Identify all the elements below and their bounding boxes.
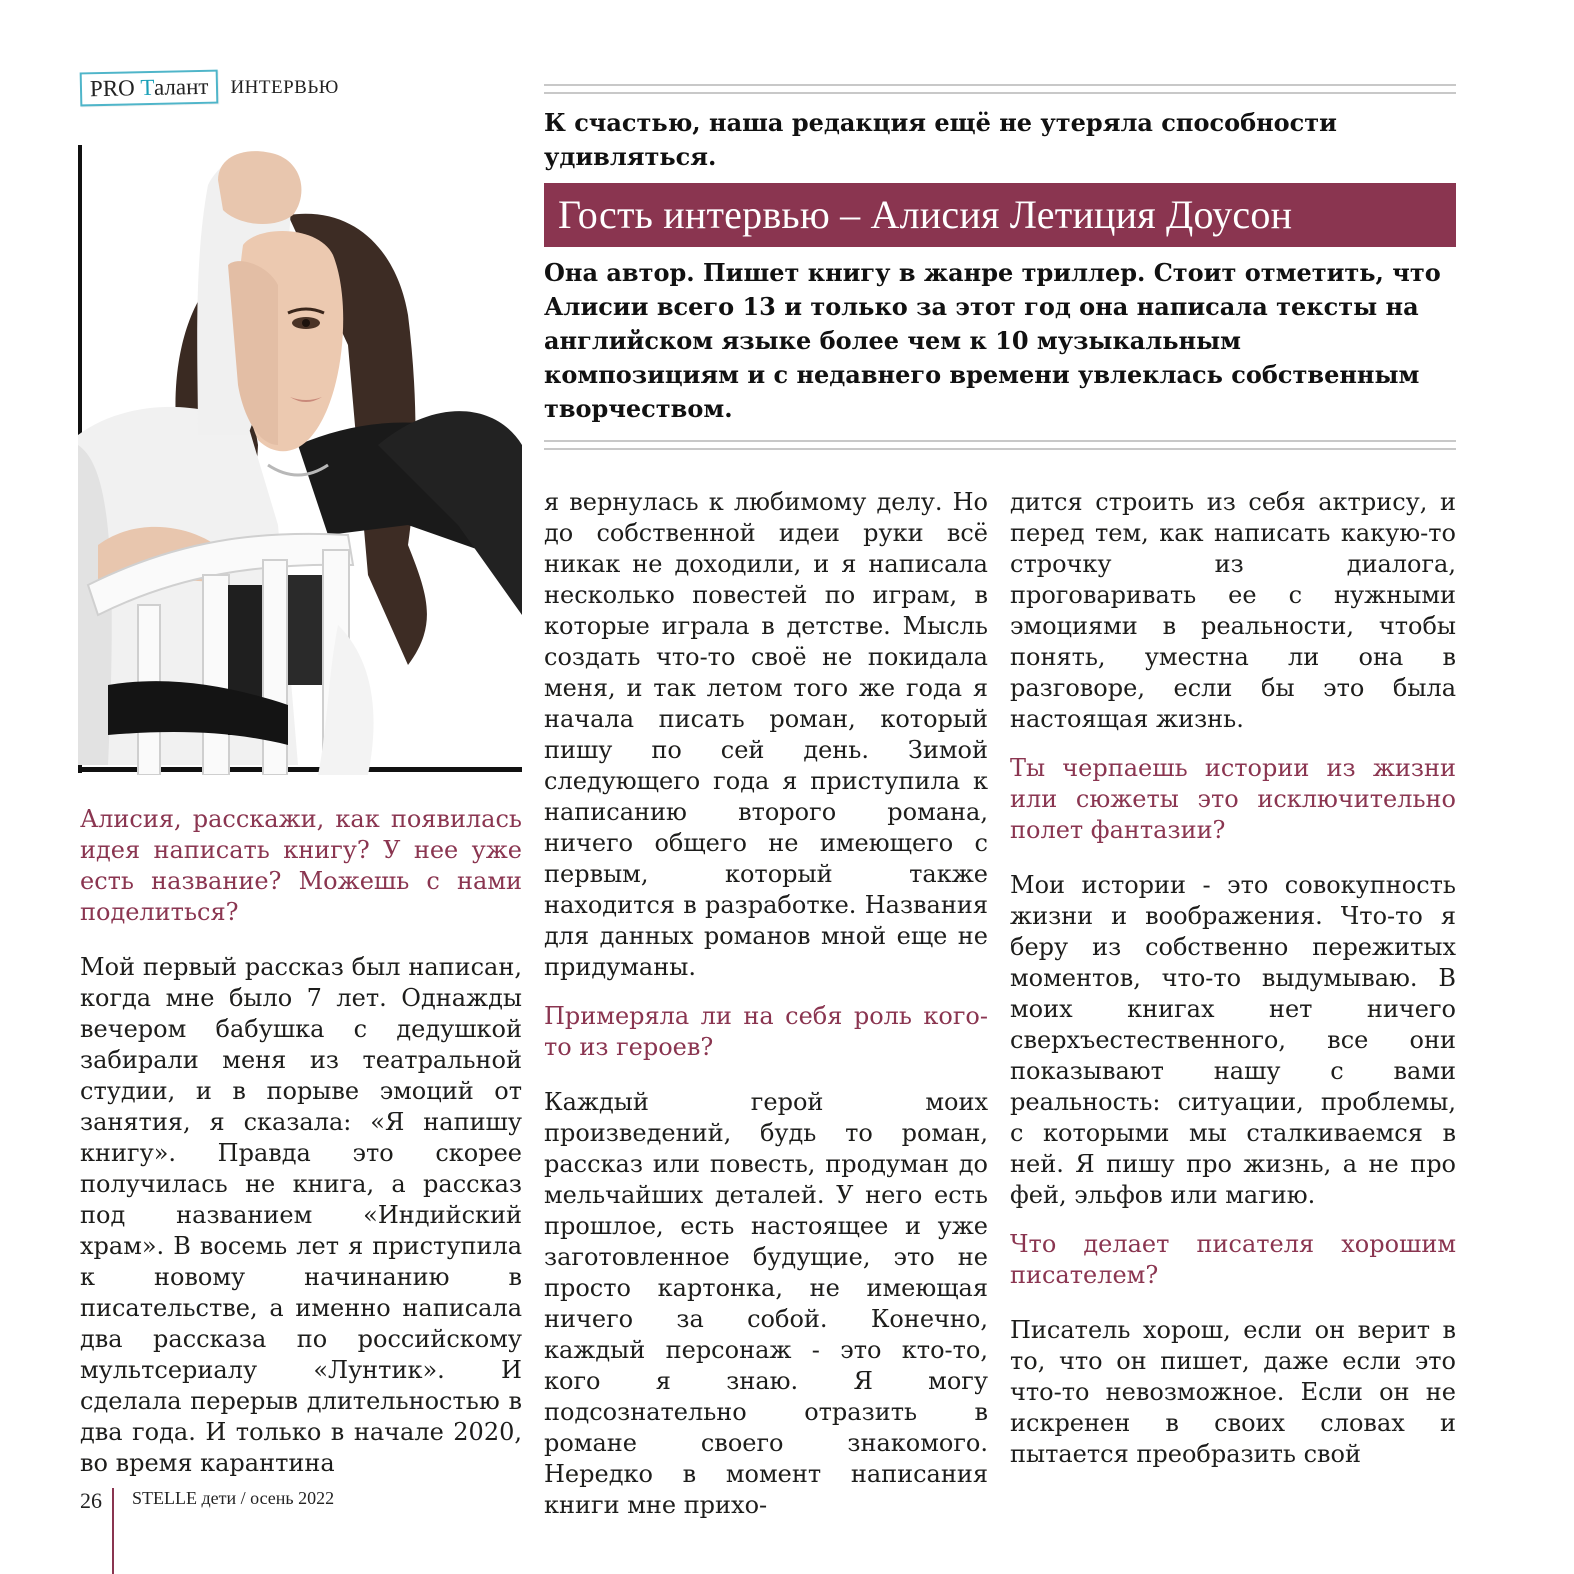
answer-1-part-2: я вернулась к любимому делу. Но до собственной идеи руки всё никак не доходили, и я написала несколько повестей по играм, в которые играла в детстве. Мысль создать что-то своё не покидала меня, и так летом того же года я начала писать роман, который пишу по сей день. Зимой следующего года я приступила к написанию второго романа, ничего общего не имеющего с первым, который также находится в разработке. Названия для данных романов мной еще не придуманы. [544,488,988,981]
question-3: Ты черпаешь истории из жизни или сюжеты это исключительно полет фантазии? [1010,754,1456,844]
question-1: Алисия, расскажи, как появилась идея написать книгу? У нее уже есть название? Можешь с нами поделиться? [80,805,522,926]
section-label: ИНТЕРВЬЮ [230,77,339,98]
answer-2-part-2: дится строить из себя актрису, и перед тем, как написать какую-то строчку из диалога, проговаривать ее с нужными эмоциями в реальности, чтобы понять, уместна ли она в разговоре, если бы это была настоящая жизнь. [1010,488,1456,733]
answer-2-part-1: Каждый герой моих произведений, будь то роман, рассказ или повесть, продуман до мельчайших деталей. У него есть прошлое, есть настоящее и уже заготовленное будущие, это не просто картонка, не имеющая ничего за собой. Конечно, каждый персонаж - это кто-то, кого я знаю. Я могу подсознательно отразить в романе своего знакомого. Нередко в момент написания книги мне прихо- [544,1088,988,1519]
footer-divider [112,1488,114,1574]
article-column-2 [544,487,988,1539]
answer-1-part-1: Мой первый рассказ был написан, когда мне было 7 лет. Однажды вечером бабушка с дедушкой забирали меня из театральной студии, и в порыве эмоций от занятия, я сказала: «Я напишу книгу». Правда это скорее получилась не книга, а рассказ под названием «Индийский храм». В восемь лет я приступила к новому начинанию в писательстве, а именно написала два рассказа по российскому мультсериалу «Лунтик». И сделала перерыв длительностью в два года. И только в начале 2020, во время карантина [80,953,522,1477]
article-column-3 [1010,487,1456,1488]
interview-photo [78,145,522,775]
rubric-logo [80,70,219,107]
article-column-1 [80,804,522,1497]
middle-double-rule [544,440,1456,450]
rubric-t: Т [140,74,155,101]
lead-top-text: К счастью, наша редакция ещё не утеряла способности удивляться. [544,108,1337,171]
question-2: Примеряла ли на себя роль кого-то из героев? [544,1002,988,1061]
top-double-rule [544,84,1456,94]
answer-4: Писатель хорош, если он верит в то, что он пишет, даже если это что-то невозможное. Если он не искренен в своих словах и пытается преобразить свой [1010,1316,1456,1468]
page-footer [80,1484,102,1518]
answer-3: Мои истории - это совокупность жизни и воображения. Что-то я беру из собственно пережитых моментов, что-то выдумываю. В моих книгах нет ничего сверхъестественного, все они показывают нашу с вами реальность: ситуации, проблемы, с которыми мы сталкиваемся в ней. Я пишу про жизнь, а не про фей, эльфов или магию. [1010,871,1456,1209]
rubric-pro: PRO [89,75,136,102]
publication-info: STELLE дети / осень 2022 [132,1488,335,1508]
guest-banner: Гость интервью – Алисия Летиция Доусон [544,183,1456,247]
rubric-rest: алант [153,73,209,100]
rubric-header [80,68,339,108]
page-number: 26 [80,1488,102,1513]
question-4: Что делает писателя хорошим писателем? [1010,1230,1456,1289]
lead-intro-text: Она автор. Пишет книгу в жанре триллер. Стоит отметить, что Алисии всего 13 и только за этот год она написала тексты на английском языке более чем к 10 музыкальным композициям и с недавнего времени увлеклась собственным творчеством. [544,258,1441,423]
